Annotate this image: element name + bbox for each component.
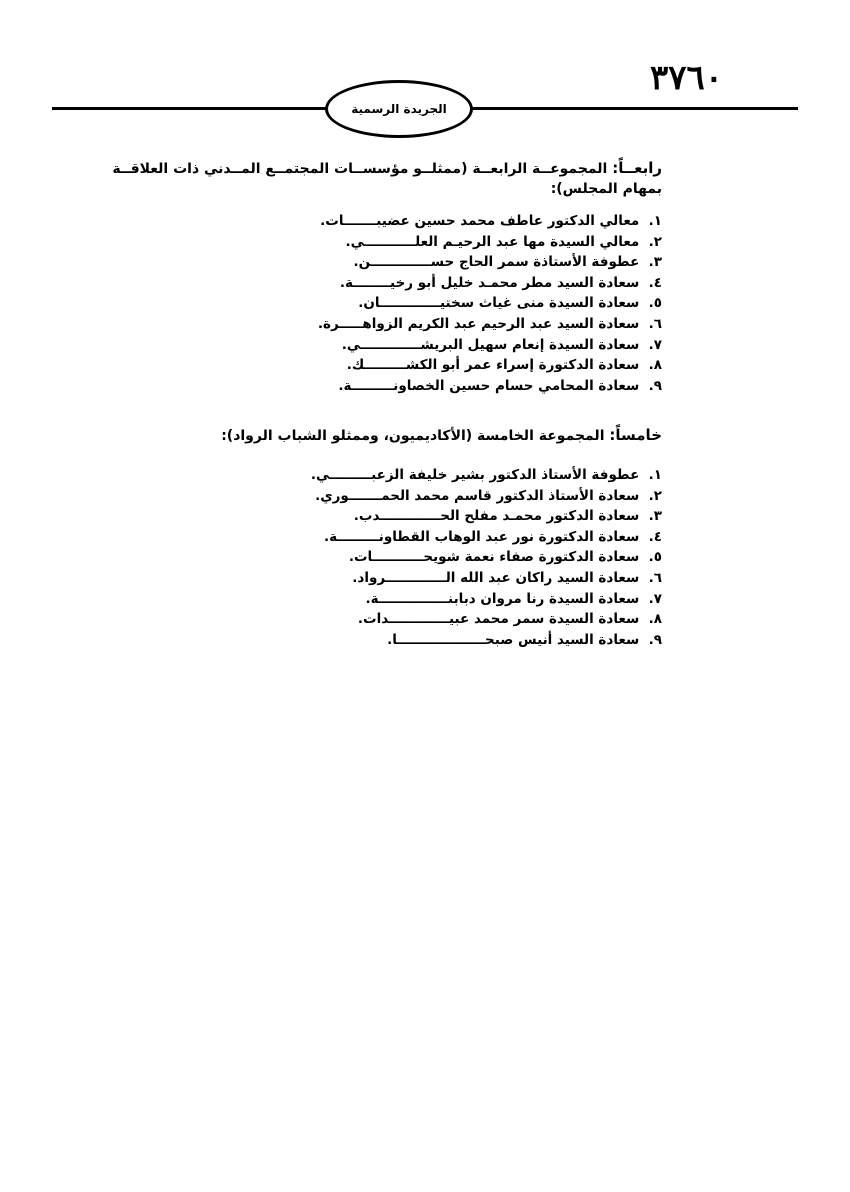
list-item: ٦. سعادة السيد عبد الرحيم عبد الكريم الزواهـــــرة. [317,315,662,332]
list-item: ٢. سعادة الأستاذ الدكتور قاسم محمد الحمـــــــوري. [315,487,662,504]
section-fourth-group [102,158,662,396]
section-fifth-group [102,425,662,650]
section-heading: المجموعة الخامسة (الأكاديميون، وممثلو الشباب الرواد): [221,428,605,444]
list-item: ٤. سعادة السيد مطر محمـد خليل أبو رخيــــــــة. [339,274,662,291]
member-list [102,211,662,396]
list-item: ٦. سعادة السيد راكان عبد الله الـــــــــــــرواد. [352,569,662,586]
list-item: ٥. سعادة السيدة منى غياث سختيـــــــــــــان. [358,295,662,312]
list-item: ٤. سعادة الدكتورة نور عبد الوهاب القطاونـــــــــة. [323,528,662,545]
list-item: ٨. سعادة الدكتورة إسراء عمر أبو الكشـــــــــك. [346,357,662,374]
list-item: ٩. سعادة السيد أنيس صبحـــــــــــــــــــا. [387,631,662,648]
section-label: رابعــاً: [612,159,662,177]
page-number: ٣٧٦٠ [650,58,724,98]
list-item: ٧. سعادة السيدة إنعام سهيل البريشـــــــــــــي. [341,336,662,353]
list-item: ٥. سعادة الدكتورة صفاء نعمة شويحـــــــــــات. [348,549,662,566]
list-item: ٣. عطوفة الأستاذة سمر الحاج حســـــــــــــن. [353,254,662,271]
section-title [102,425,662,446]
list-item: ١. معالي الدكتور عاطف محمد حسين عضيبـــــــات. [320,213,662,229]
list-item: ٧. سعادة السيدة رنا مروان دبابنـــــــــــــــة. [365,590,662,607]
list-item: ٨. سعادة السيدة سمر محمد عبيـــــــــــــدات. [357,611,662,628]
list-item: ٩. سعادة المحامي حسام حسين الخصاونـــــــــة. [338,377,662,394]
gazette-name-oval [325,80,473,138]
list-item: ٢. معالي السيدة مها عبد الرحيـم العلـــــــــــي. [345,233,662,250]
section-title [102,158,662,199]
section-label: خامساً: [609,426,662,444]
member-list [102,465,662,650]
list-item: ١. عطوفة الأستاذ الدكتور بشير خليفة الزعبـــــــــي. [310,467,662,483]
list-item: ٣. سعادة الدكتور محمـد مفلح الحـــــــــــــدب. [353,508,662,525]
gazette-name: الجريدة الرسمية [351,102,447,116]
section-heading: المجموعــة الرابعــة (ممثلــو مؤسســات المجتمــع المــدني ذات العلاقــة بمهام المجلس): [112,161,662,197]
